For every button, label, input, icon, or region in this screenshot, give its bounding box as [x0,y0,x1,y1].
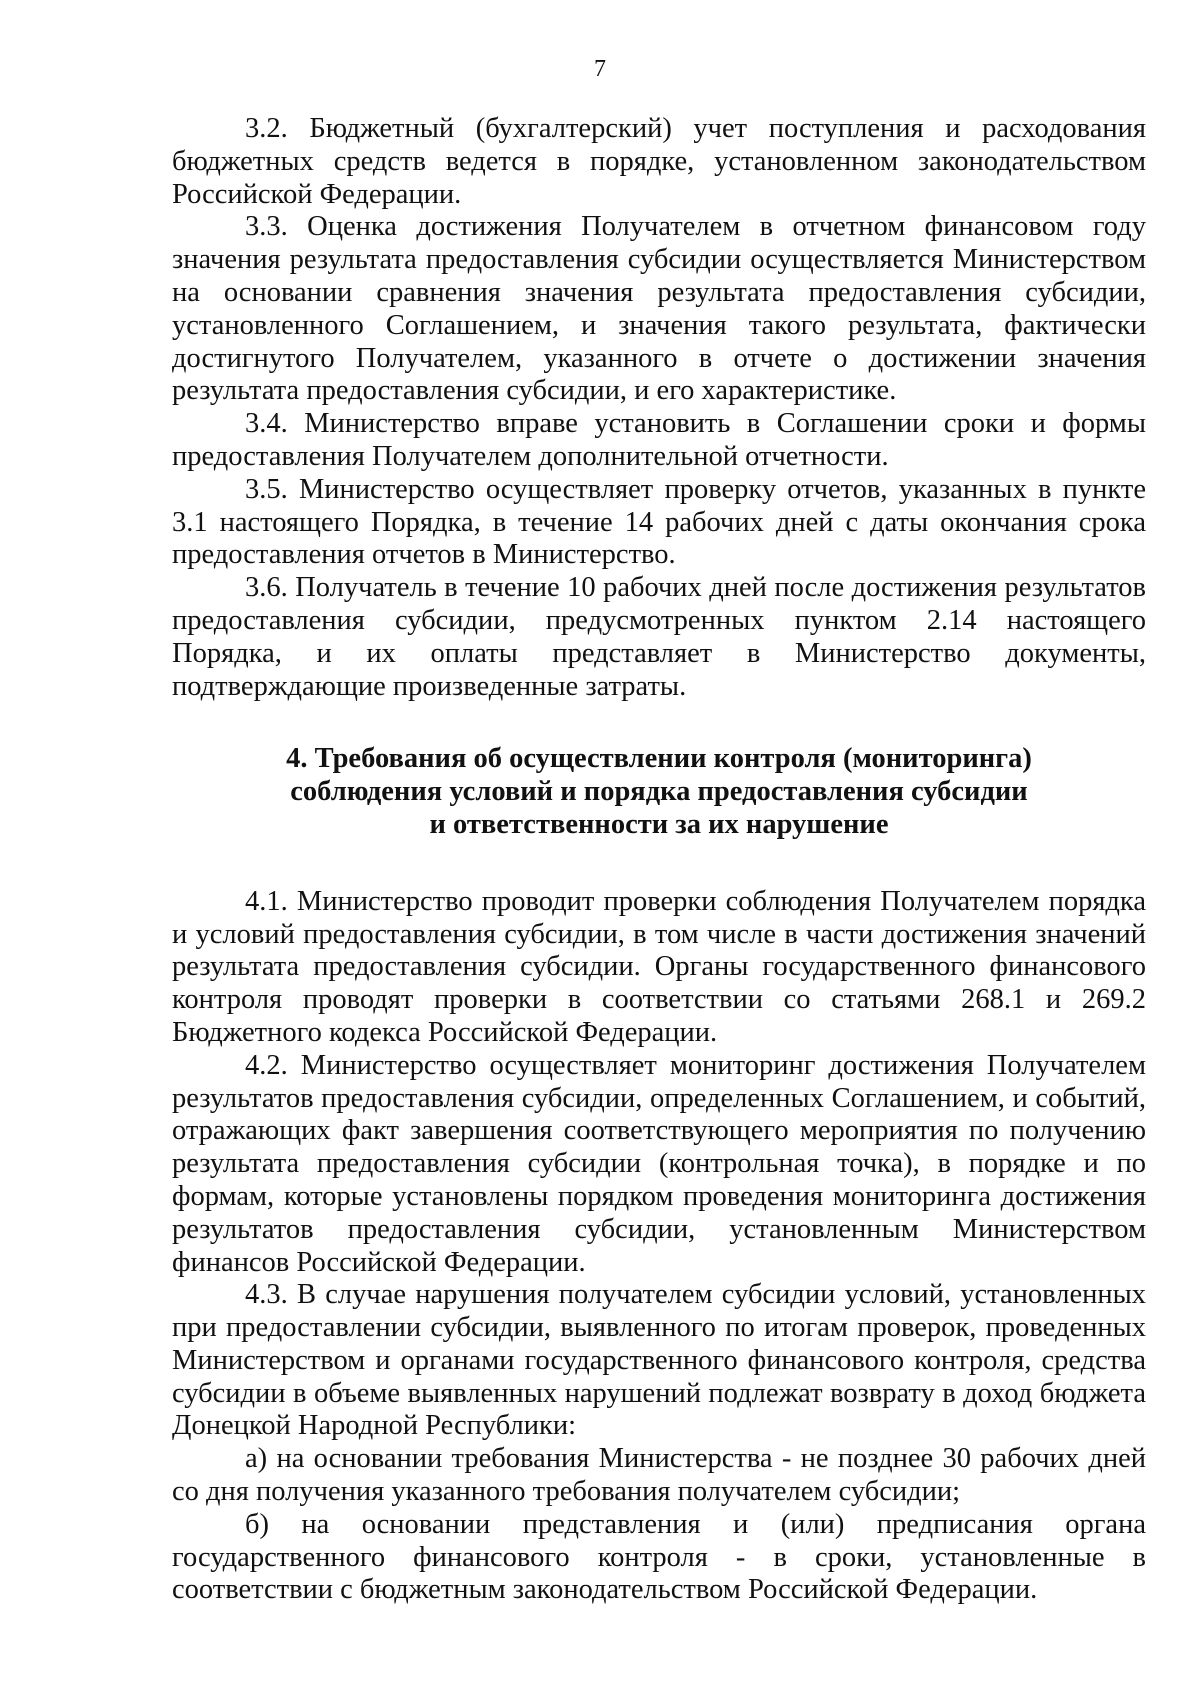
paragraph-4-3-a: а) на основании требования Министерства - не позднее 30 рабочих дней со дня получения указанного требования получателем субсидии; [172,1443,1146,1508]
document-body [172,113,1146,1607]
page-number: 7 [594,56,606,82]
paragraph-4-1: 4.1. Министерство проводит проверки соблюдения Получателем порядка и условий предоставления субсидии, в том числе в части достижения значений результата предоставления субсидии. Органы государственного финансового контроля проводят проверки в соответствии со статьями 268.1 и 269.2 Бюджетного кодекса Российской Федерации. [172,885,1146,1048]
section-4-heading [172,743,1146,841]
paragraph-3-4: 3.4. Министерство вправе установить в Соглашении сроки и формы предоставления Получателем дополнительной отчетности. [172,408,1146,472]
section-heading-line: 4. Требования об осуществлении контроля (мониторинга) [286,743,1032,775]
paragraph-4-3: 4.3. В случае нарушения получателем субсидии условий, установленных при предоставлении субсидии, выявленного по итогам проверок, проведенных Министерством и органами государственного финансового контроля, средства субсидии в объеме выявленных нарушений подлежат возврату в доход бюджета Донецкой Народной Республики: [172,1279,1146,1442]
paragraph-4-2: 4.2. Министерство осуществляет мониторинг достижения Получателем результатов предоставления субсидии, определенных Соглашением, и событий, отражающих факт завершения соответствующего мероприятия по получению результата предоставления субсидии (контрольная точка), в порядке и по формам, которые установлены порядком проведения мониторинга достижения результатов предоставления субсидии, установленным Министерством финансов Российской Федерации. [172,1049,1146,1278]
paragraph-3-2: 3.2. Бюджетный (бухгалтерский) учет поступления и расходования бюджетных средств ведется в порядке, установленном законодательством Российской Федерации. [172,113,1146,210]
paragraph-4-3-b: б) на основании представления и (или) предписания органа государственного финансового контроля - в сроки, установленные в соответствии с бюджетным законодательством Российской Федерации. [172,1508,1146,1606]
paragraph-3-5: 3.5. Министерство осуществляет проверку отчетов, указанных в пункте 3.1 настоящего Порядка, в течение 14 рабочих дней с даты окончания срока предоставления отчетов в Министерство. [172,473,1146,571]
section-heading-line: и ответственности за их нарушение [429,808,889,840]
paragraph-3-3: 3.3. Оценка достижения Получателем в отчетном финансовом году значения результата предоставления субсидии осуществляется Министерством на основании сравнения значения результата предоставления субсидии, установленного Соглашением, и значения такого результата, фактически достигнутого Получателем, указанного в отчете о достижении значения результата предоставления субсидии, и его характеристике. [172,211,1146,407]
paragraph-3-6: 3.6. Получатель в течение 10 рабочих дней после достижения результатов предоставления субсидии, предусмотренных пунктом 2.14 настоящего Порядка, и их оплаты представляет в Министерство документы, подтверждающие произведенные затраты. [172,572,1146,702]
section-heading-line: соблюдения условий и порядка предоставления субсидии [290,776,1028,808]
